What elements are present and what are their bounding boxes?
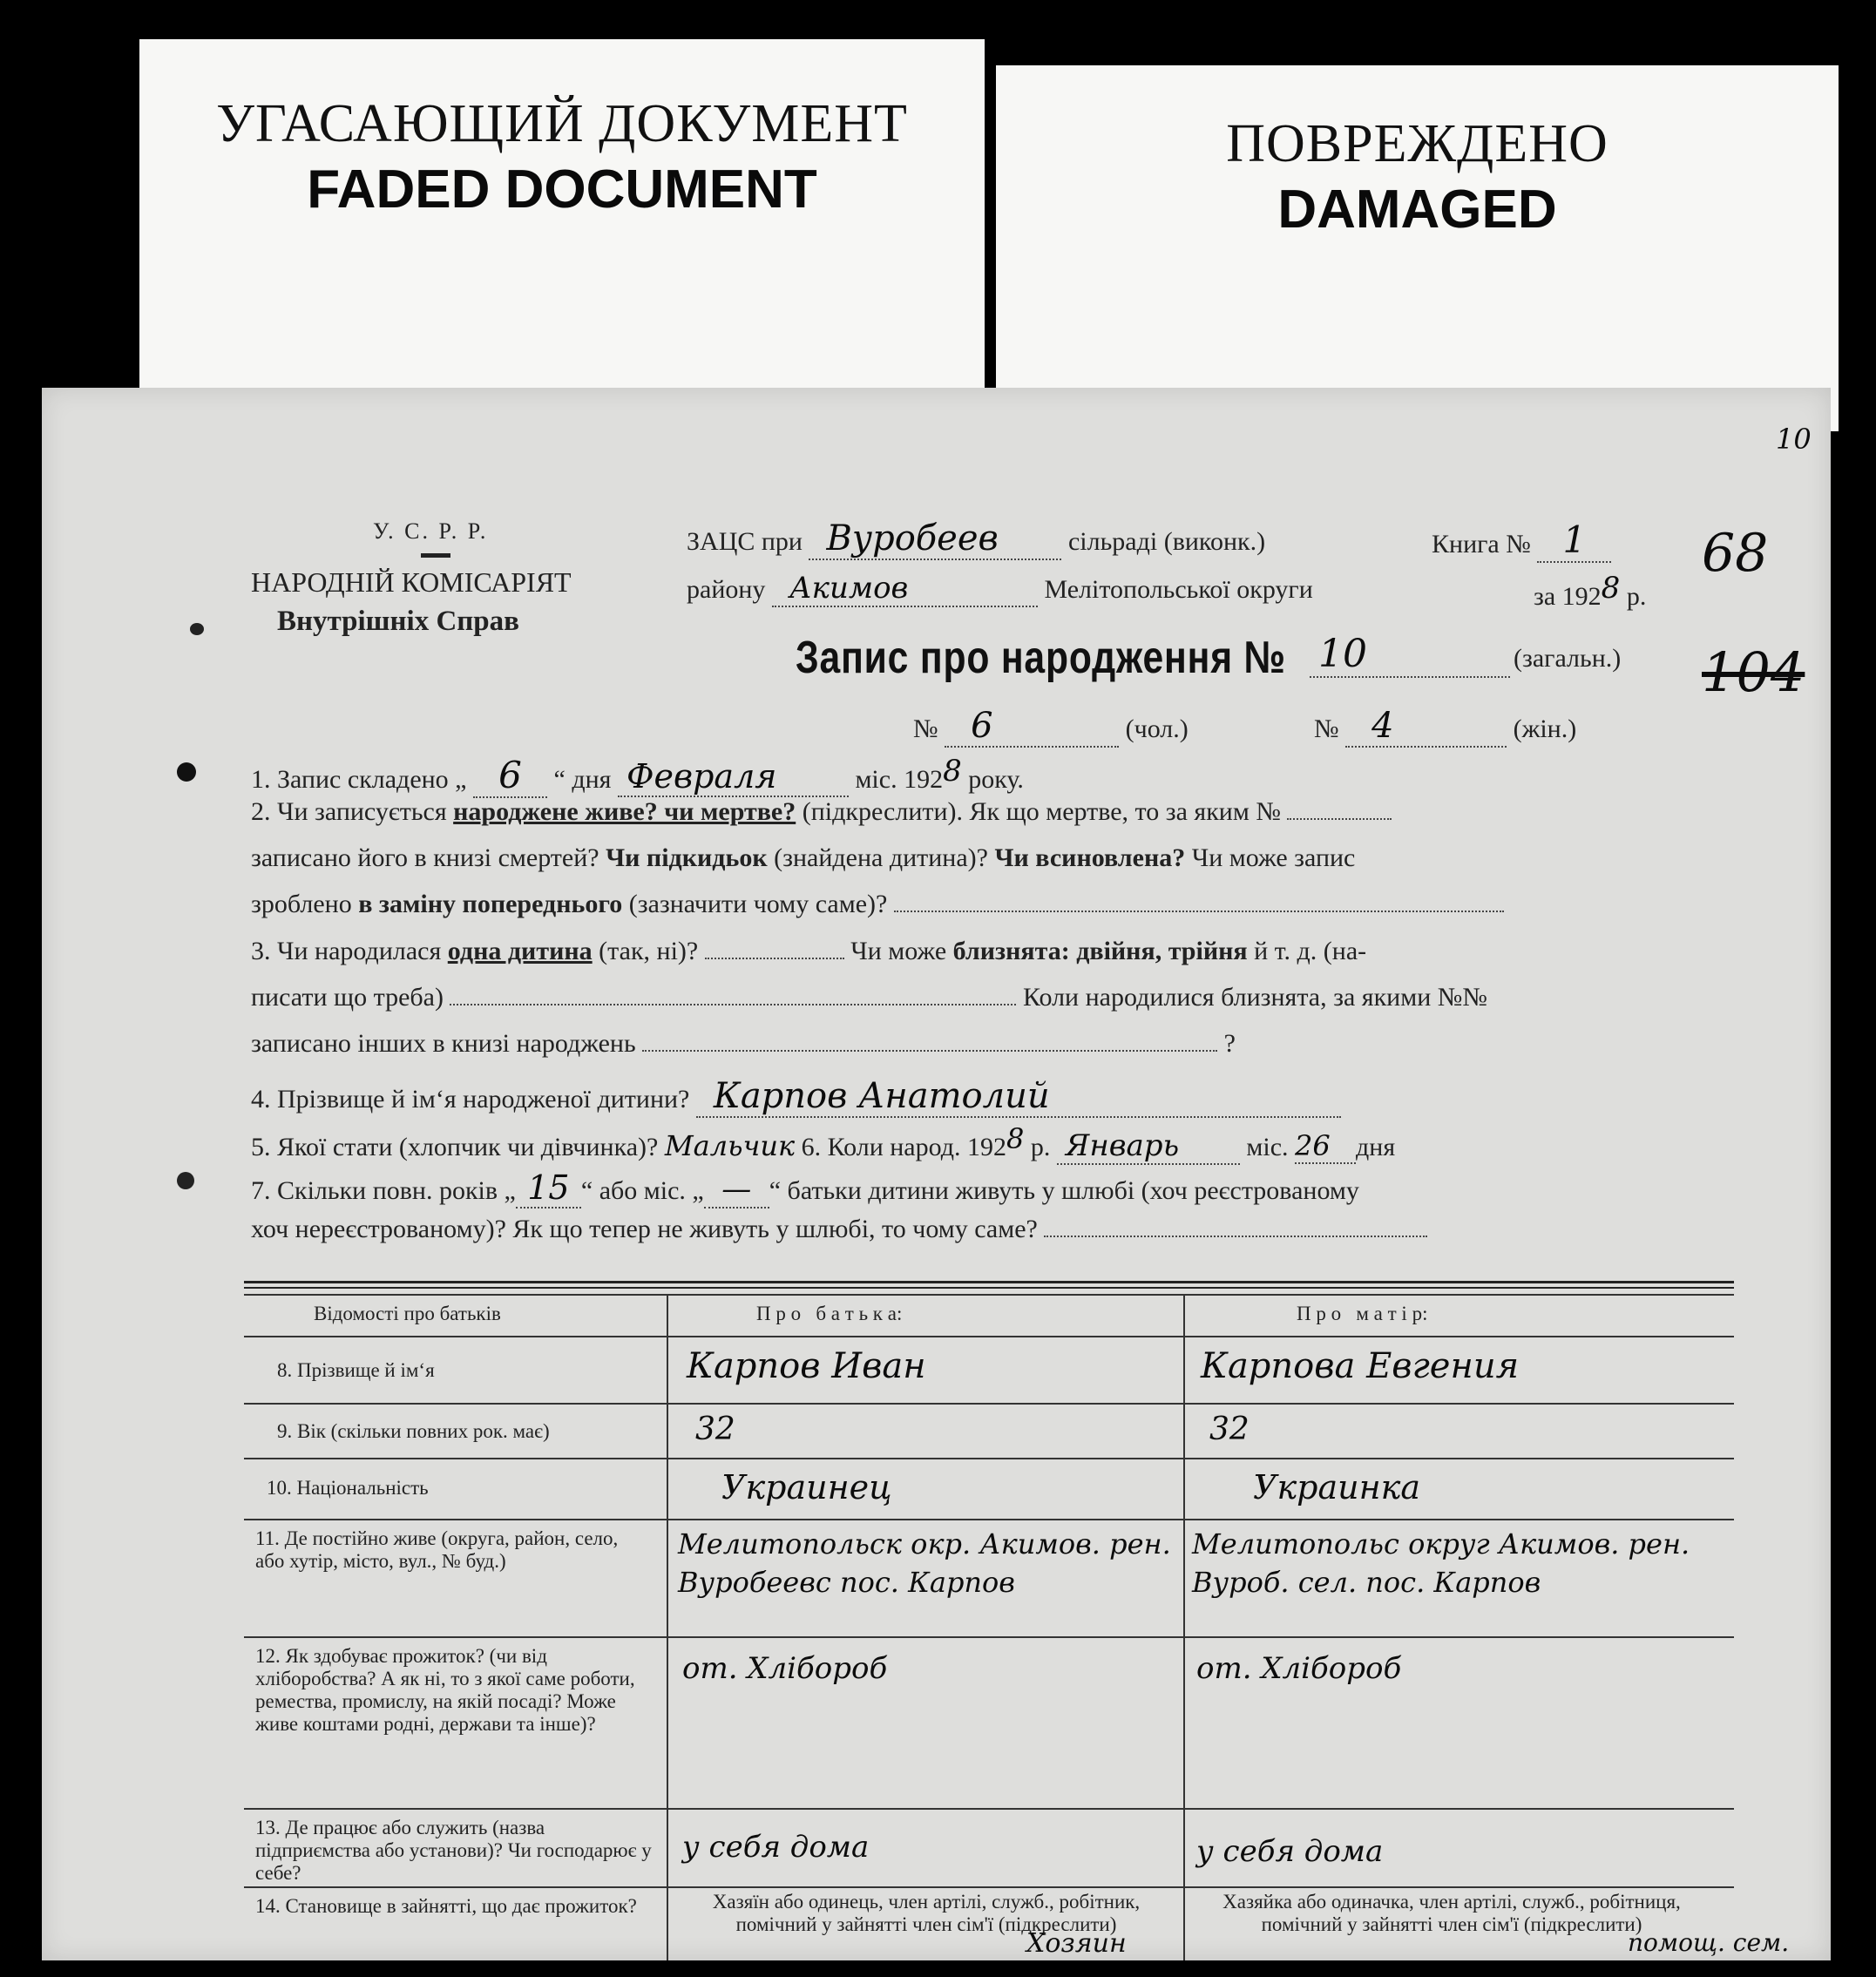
mother-name-field: Карпова Евгения bbox=[1201, 1346, 1520, 1386]
q6-day-label: дня bbox=[1356, 1133, 1396, 1161]
father-livelihood-field: от. Хлібороб bbox=[682, 1651, 888, 1686]
notice-ru-text: УГАСАЮЩИЙ ДОКУМЕНТ bbox=[216, 94, 908, 153]
q6-label: 6. Коли народ. 192 bbox=[801, 1133, 1007, 1161]
record-month-field: Февраля bbox=[618, 757, 849, 797]
q7-text: “ батьки дитини живуть у шлюбі (хоч реєстрованому bbox=[769, 1176, 1359, 1205]
q2-text: (підкреслити). Як що мертве, то за яким № bbox=[796, 797, 1281, 826]
zags-suffix: сільраді (виконк.) bbox=[1067, 527, 1266, 556]
birth-month-field: Январь bbox=[1057, 1128, 1240, 1165]
table-column-divider bbox=[667, 1294, 668, 1960]
notice-en-text: FADED DOCUMENT bbox=[307, 159, 817, 220]
q3-text: (так, ні)? bbox=[592, 937, 699, 965]
q4-label: 4. Прізвище й ім‘я народженої дитини? bbox=[251, 1085, 690, 1114]
q1-year-suffix: року. bbox=[968, 765, 1024, 794]
mother-workplace-field: у себя дома bbox=[1196, 1834, 1384, 1869]
question-2-line-3 bbox=[251, 890, 1504, 919]
mother-residence-field: Мелитопольс округ Акимов. рен. Вуроб. сел. пос. Карпов bbox=[1192, 1527, 1690, 1599]
q2-replacement: в заміну попереднього bbox=[358, 890, 623, 918]
question-3-line-3 bbox=[251, 1029, 1236, 1059]
margin-note-struck: 104 bbox=[1702, 640, 1805, 704]
q3-text: Коли народилися близнята, за якими №№ bbox=[1022, 983, 1487, 1012]
row-label-name: 8. Прізвище й ім‘я bbox=[277, 1359, 435, 1381]
q3-text: й т. д. (на- bbox=[1247, 937, 1367, 965]
male-number-suffix: (чол.) bbox=[1125, 714, 1189, 743]
father-status-options: Хазяїн або одинець, член артілі, служб., робітник, помічний у зайнятті член сім'ї (підкреслити) bbox=[712, 1891, 1141, 1935]
q2-text: 2. Чи записується bbox=[251, 797, 454, 826]
mother-age-field: 32 bbox=[1209, 1412, 1250, 1447]
page-title bbox=[796, 632, 1286, 684]
title-text: Запис про народження № bbox=[796, 633, 1286, 683]
book-number-field: 1 bbox=[1537, 518, 1611, 563]
margin-note-middle: 68 bbox=[1702, 523, 1769, 584]
table-row bbox=[244, 1808, 1734, 1810]
q3-text: 3. Чи народилася bbox=[251, 937, 448, 965]
child-sex-field: Мальчик bbox=[664, 1129, 796, 1162]
record-day-field: 6 bbox=[473, 754, 547, 798]
year-field: 8 bbox=[1601, 571, 1621, 606]
table-header-info: Відомості про батьків bbox=[314, 1303, 501, 1324]
q1-month-label: міс. 192 bbox=[855, 765, 944, 794]
question-3-line-1 bbox=[251, 937, 1366, 966]
damage-mark bbox=[190, 623, 204, 635]
father-status-field: Хозяин bbox=[1026, 1928, 1127, 1959]
q3-text: Чи може bbox=[850, 937, 953, 965]
row-label-workplace: 13. Де працює або служить (назва підприємства або установи)? Чи господарює у себе? bbox=[255, 1817, 652, 1884]
row-label-occupation-status: 14. Становище в зайнятті, що дає прожиток? bbox=[255, 1895, 637, 1917]
damaged-notice bbox=[996, 65, 1839, 431]
q3-one-child: одна дитина bbox=[447, 937, 593, 965]
female-number-field: 4 bbox=[1345, 706, 1507, 748]
table-top-rule bbox=[244, 1287, 1734, 1289]
q7-text: “ або міс. „ bbox=[580, 1176, 704, 1205]
birth-year-field: 8 bbox=[1006, 1122, 1025, 1155]
q3-text: писати що треба) bbox=[251, 983, 444, 1012]
row-label-livelihood: 12. Як здобуває прожиток? (чи від хліборобства? А як ні, то з якої саме роботи, ремества, промислу, на якій посаді? Може живе коштами родні, держави та інше)? bbox=[255, 1645, 635, 1735]
birth-day-field: 26 bbox=[1295, 1129, 1356, 1164]
male-number-label: № bbox=[913, 714, 938, 743]
q2-adopted: Чи всиновлена? bbox=[994, 843, 1186, 872]
q2-text: (знайдена дитина)? bbox=[767, 843, 995, 872]
question-1 bbox=[251, 754, 1024, 798]
question-4 bbox=[251, 1076, 1341, 1118]
male-number-field: 6 bbox=[945, 706, 1119, 748]
district-field: Акимов bbox=[772, 571, 1038, 607]
q7-text: 7. Скільки повн. років „ bbox=[251, 1176, 516, 1205]
table-column-divider bbox=[1183, 1294, 1185, 1960]
q3-text: ? bbox=[1223, 1029, 1236, 1058]
record-number-field: 10 bbox=[1310, 632, 1510, 678]
question-2-line-2 bbox=[251, 843, 1355, 873]
org-ussr: У. С. Р. Р. bbox=[373, 518, 489, 544]
marriage-years-field: 15 bbox=[516, 1168, 581, 1209]
question-7-line-1 bbox=[251, 1168, 1359, 1209]
year-label: за 192 bbox=[1534, 582, 1602, 611]
table-row bbox=[244, 1886, 1734, 1888]
table-row bbox=[244, 1519, 1734, 1520]
margin-note-top: 10 bbox=[1776, 423, 1812, 456]
row-label-residence: 11. Де постійно живе (округа, район, село, або хутір, місто, вул., № буд.) bbox=[255, 1527, 619, 1572]
punch-hole bbox=[177, 1172, 194, 1189]
q2-text: Чи може запис bbox=[1185, 843, 1356, 872]
punch-hole bbox=[177, 762, 196, 782]
record-year-field: 8 bbox=[943, 754, 962, 789]
table-row bbox=[244, 1403, 1734, 1405]
q2-text: (зазначити чому саме)? bbox=[622, 890, 888, 918]
marriage-months-field: — bbox=[704, 1172, 769, 1209]
q2-foundling: Чи підкидьок bbox=[606, 843, 768, 872]
q7-text: хоч нереєстрованому)? Як що тепер не живуть у шлюбі, то чому саме? bbox=[251, 1215, 1038, 1243]
table-row bbox=[244, 1336, 1734, 1337]
mother-nationality-field: Украинка bbox=[1253, 1468, 1420, 1506]
row-label-age: 9. Вік (скільки повних рок. має) bbox=[277, 1420, 550, 1442]
district-suffix: Мелітопольської округи bbox=[1044, 575, 1313, 604]
q2-text: записано його в книзі смертей? bbox=[251, 843, 606, 872]
mother-status-options: Хазяйка або одиначка, член артілі, служб., робітниця, помічний у зайнятті член сім'ї (підкреслити) bbox=[1222, 1891, 1681, 1935]
general-label: (загальн.) bbox=[1514, 644, 1622, 673]
org-commissariat: НАРОДНІЙ КОМІСАРІЯТ bbox=[251, 566, 572, 598]
female-number-suffix: (жін.) bbox=[1513, 714, 1577, 743]
book-label: Книга № bbox=[1432, 530, 1531, 559]
mother-livelihood-field: от. Хлібороб bbox=[1196, 1651, 1402, 1686]
child-name-field: Карпов Анатолий bbox=[696, 1076, 1341, 1118]
q5-label: 5. Якої стати (хлопчик чи дівчинка)? bbox=[251, 1133, 659, 1161]
q2-reason-field bbox=[894, 911, 1504, 912]
table-row bbox=[244, 1636, 1734, 1638]
birth-record-form bbox=[42, 388, 1831, 1960]
q3-one-child-field bbox=[705, 958, 844, 959]
q2-live-dead-option: народжене живе? чи мертве? bbox=[453, 797, 796, 826]
father-residence-field: Мелитопольск окр. Акимов. рен. Вуробеевс пос. Карпов bbox=[678, 1527, 1171, 1599]
female-number-label: № bbox=[1314, 714, 1339, 743]
q2-death-number-field bbox=[1287, 818, 1392, 820]
q2-text: зроблено bbox=[251, 890, 359, 918]
row-label-nationality: 10. Національність bbox=[267, 1477, 429, 1499]
table-header-mother: П р о м а т і р: bbox=[1297, 1303, 1428, 1324]
q7-reason-field bbox=[1044, 1236, 1427, 1237]
question-3-line-2 bbox=[251, 983, 1487, 1012]
q3-twins-field bbox=[450, 1004, 1016, 1005]
father-workplace-field: у себя дома bbox=[682, 1830, 870, 1865]
village-council-field: Вуробеев bbox=[809, 518, 1061, 560]
father-name-field: Карпов Иван bbox=[687, 1346, 926, 1386]
notice-en-text: DAMAGED bbox=[1277, 179, 1557, 240]
q6-month-label: міс. bbox=[1246, 1133, 1289, 1161]
question-7-line-2 bbox=[251, 1215, 1427, 1244]
zags-prefix: ЗАЦС при bbox=[687, 527, 803, 556]
father-age-field: 32 bbox=[695, 1412, 735, 1447]
notice-ru-text: ПОВРЕЖДЕНО bbox=[1226, 114, 1608, 173]
q3-text: записано інших в книзі народжень bbox=[251, 1029, 636, 1058]
father-nationality-field: Украинец bbox=[721, 1468, 892, 1506]
faded-document-notice bbox=[139, 39, 985, 414]
year-suffix: р. bbox=[1626, 582, 1647, 611]
org-internal-affairs: Внутрішніх Справ bbox=[277, 606, 519, 637]
table-row bbox=[244, 1458, 1734, 1459]
q6-year-suffix: р. bbox=[1030, 1133, 1051, 1161]
table-top-rule bbox=[244, 1281, 1734, 1283]
mother-status-field: помощ. сем. bbox=[1628, 1928, 1790, 1957]
divider bbox=[421, 553, 450, 558]
q1-label: 1. Запис складено „ bbox=[251, 765, 467, 794]
question-5-6 bbox=[251, 1122, 1395, 1165]
q3-other-records-field bbox=[642, 1050, 1217, 1052]
question-2-line-1 bbox=[251, 797, 1392, 827]
q3-twins: близнята: двійня, трійня bbox=[952, 937, 1248, 965]
q1-day-label: “ дня bbox=[553, 765, 612, 794]
district-prefix: району bbox=[687, 575, 766, 604]
table-header-father: П р о б а т ь к а: bbox=[756, 1303, 903, 1324]
